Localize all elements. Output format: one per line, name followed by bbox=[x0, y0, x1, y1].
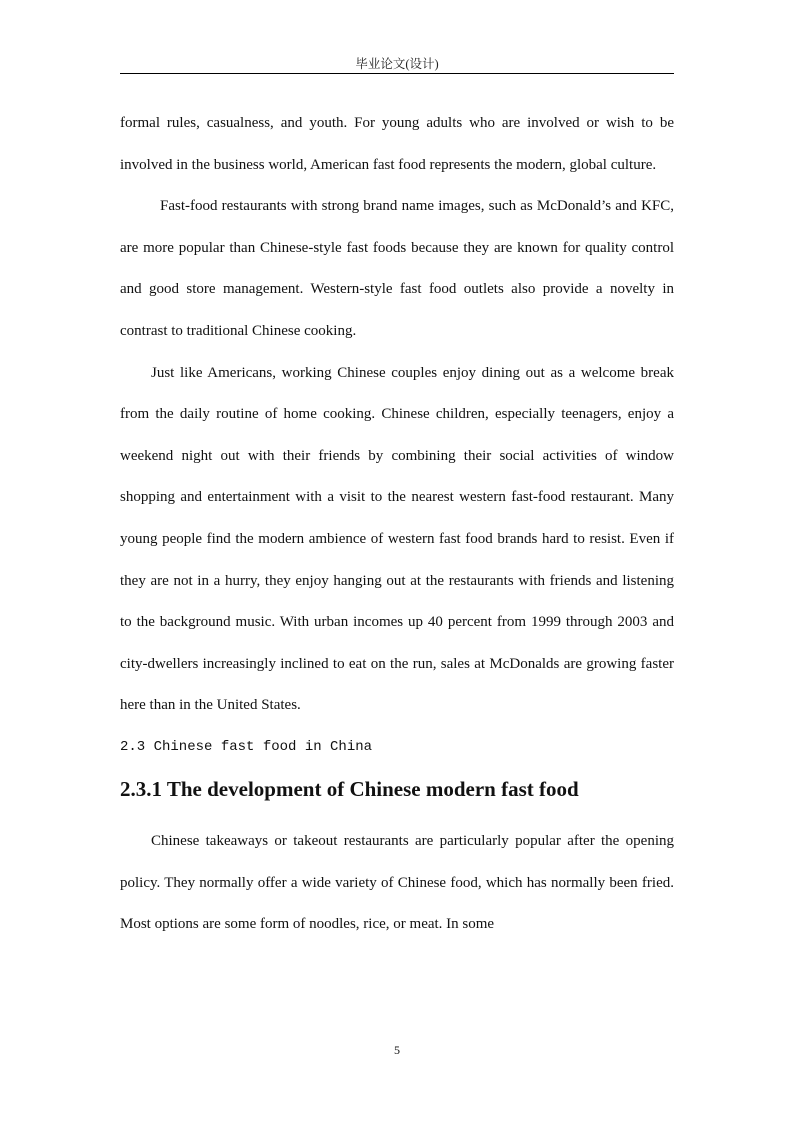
paragraph-chinese-takeaways: Chinese takeaways or takeout restaurants are particularly popular after the opening policy. They normally offer a wide variety of Chinese food, which has normally been fried. Most options are some form of noodles, rice, or meat. In some bbox=[120, 832, 674, 933]
paragraph-continuation: formal rules, casualness, and youth. For young adults who are involved or wish to be involved in the business world, American fast food represents the modern, global culture. bbox=[120, 115, 674, 173]
page-header: 毕业论文(设计) bbox=[355, 57, 439, 71]
section-heading: 2.3.1 The development of Chinese modern fast food bbox=[120, 776, 579, 801]
subsection-heading: 2.3 Chinese fast food in China bbox=[120, 738, 373, 755]
page-body bbox=[120, 103, 674, 946]
paragraph-fast-food-brands: Fast-food restaurants with strong brand name images, such as McDonald’s and KFC, are more popular than Chinese-style fast foods because they are known for quality control and good store management. Western-style fast food outlets also provide a novelty in contrast to traditional Chinese cooking. bbox=[120, 198, 674, 339]
paragraph-dining-out: Just like Americans, working Chinese couples enjoy dining out as a welcome break from the daily routine of home cooking. Chinese children, especially teenagers, enjoy a weekend night out with their friends by combining their social activities of window shopping and entertainment with a visit to the nearest western fast-food restaurant. Many young people find the modern ambience of western fast food brands hard to resist. Even if they are not in a hurry, they enjoy hanging out at the restaurants with friends and listening to the background music. With urban incomes up 40 percent from 1999 through 2003 and city-dwellers increasingly inclined to eat on the run, sales at McDonalds are growing faster here than in the United States. bbox=[120, 364, 674, 714]
header-divider bbox=[120, 73, 674, 74]
page-number: 5 bbox=[394, 1043, 400, 1057]
